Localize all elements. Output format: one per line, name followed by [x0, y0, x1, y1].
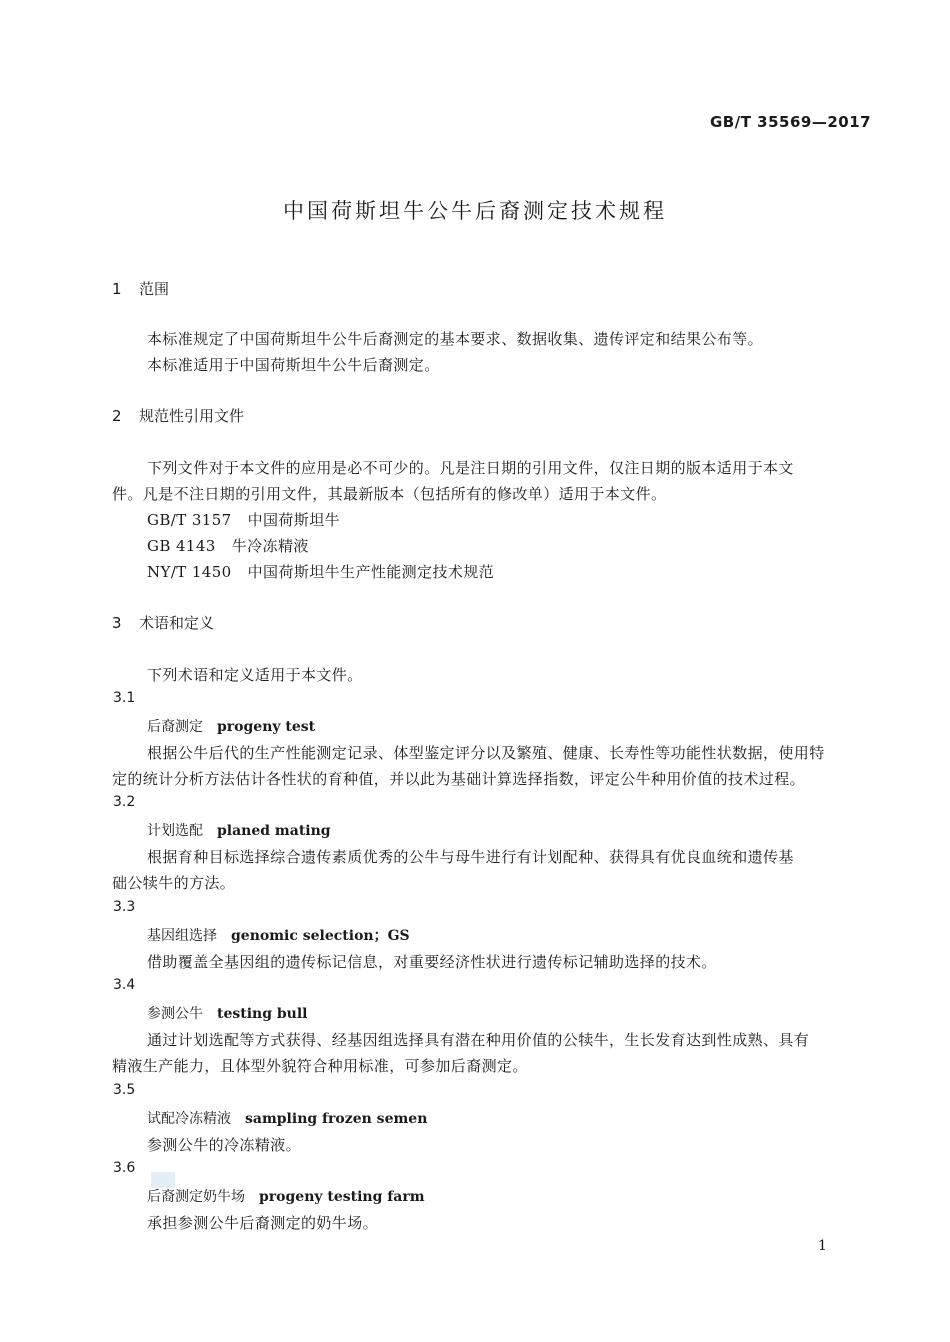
reference-name: 牛冷冻精液 [231, 537, 309, 555]
reference-name: 中国荷斯坦牛生产性能测定技术规范 [247, 563, 495, 581]
reference-code: NY/T 1450 [147, 563, 232, 581]
term-definition-line: 借助覆盖全基因组的遗传标记信息，对重要经济性状进行遗传标记辅助选择的技术。 [147, 953, 717, 971]
section-number: 2 [112, 407, 122, 425]
term-heading [147, 1108, 427, 1128]
reference-name: 中国荷斯坦牛 [247, 511, 341, 529]
term-heading [147, 716, 315, 736]
term-definition-line: 承担参测公牛后裔测定的奶牛场。 [147, 1214, 379, 1232]
term-chinese: 计划选配 [147, 823, 203, 839]
normative-paragraph-line-2: 件。凡是不注日期的引用文件，其最新版本（包括所有的修改单）适用于本文件。 [112, 485, 667, 503]
term-heading [147, 1003, 308, 1023]
term-definition-line: 根据育种目标选择综合遗传素质优秀的公牛与母牛进行有计划配种、获得具有优良血统和遗传基 [147, 848, 794, 866]
term-heading [147, 820, 331, 840]
section-title: 术语和定义 [139, 614, 215, 632]
scope-paragraph-2: 本标准适用于中国荷斯坦牛公牛后裔测定。 [147, 356, 440, 374]
document-code: GB/T 35569—2017 [710, 113, 872, 131]
term-definition-line: 础公犊牛的方法。 [112, 874, 236, 892]
term-definition-line: 精液生产能力，且体型外貌符合种用标准，可参加后裔测定。 [112, 1057, 528, 1075]
reference-code: GB 4143 [147, 537, 216, 555]
term-chinese: 试配冷冻精液 [147, 1111, 231, 1127]
reference-item [147, 509, 340, 530]
section-heading-normative-references [112, 405, 244, 426]
reference-item [147, 535, 309, 556]
section-heading-scope [112, 278, 169, 299]
term-definition-line: 定的统计分析方法估计各性状的育种值，并以此为基础计算选择指数，评定公牛种用价值的技术过程。 [112, 770, 806, 788]
term-number: 3.1 [113, 690, 136, 706]
reference-item [147, 561, 494, 582]
term-english: progeny testing farm [259, 1189, 425, 1205]
section-title: 规范性引用文件 [139, 407, 245, 425]
section-title: 范围 [139, 280, 170, 298]
section-heading-terms [112, 612, 214, 633]
term-number: 3.4 [113, 977, 136, 993]
term-heading [147, 925, 410, 945]
terms-intro: 下列术语和定义适用于本文件。 [147, 666, 363, 684]
reference-code: GB/T 3157 [147, 511, 232, 529]
scope-paragraph-1: 本标准规定了中国荷斯坦牛公牛后裔测定的基本要求、数据收集、遗传评定和结果公布等。 [147, 330, 764, 348]
term-number: 3.3 [113, 899, 136, 915]
section-number: 3 [112, 614, 122, 632]
term-number: 3.2 [113, 794, 136, 810]
term-chinese: 后裔测定 [147, 719, 203, 735]
term-english: testing bull [217, 1006, 308, 1022]
term-definition-line: 参测公牛的冷冻精液。 [147, 1136, 302, 1154]
term-chinese: 参测公牛 [147, 1006, 203, 1022]
term-chinese: 基因组选择 [147, 928, 217, 944]
document-title: 中国荷斯坦牛公牛后裔测定技术规程 [283, 199, 667, 223]
section-number: 1 [112, 280, 122, 298]
page-number: 1 [818, 1238, 827, 1254]
term-english: genomic selection；GS [231, 928, 410, 944]
term-definition-line: 根据公牛后代的生产性能测定记录、体型鉴定评分以及繁殖、健康、长寿性等功能性状数据，使用特 [147, 744, 825, 762]
term-number: 3.5 [113, 1082, 136, 1098]
term-english: planed mating [217, 823, 331, 839]
term-english: progeny test [217, 719, 316, 735]
term-number: 3.6 [113, 1160, 136, 1176]
term-english: sampling frozen semen [245, 1111, 428, 1127]
term-definition-line: 通过计划选配等方式获得、经基因组选择具有潜在种用价值的公犊牛，生长发育达到性成熟、具有 [147, 1031, 810, 1049]
normative-paragraph-line-1: 下列文件对于本文件的应用是必不可少的。凡是注日期的引用文件，仅注日期的版本适用于本文 [147, 459, 794, 477]
term-chinese: 后裔测定奶牛场 [147, 1189, 245, 1205]
term-heading [147, 1186, 425, 1206]
